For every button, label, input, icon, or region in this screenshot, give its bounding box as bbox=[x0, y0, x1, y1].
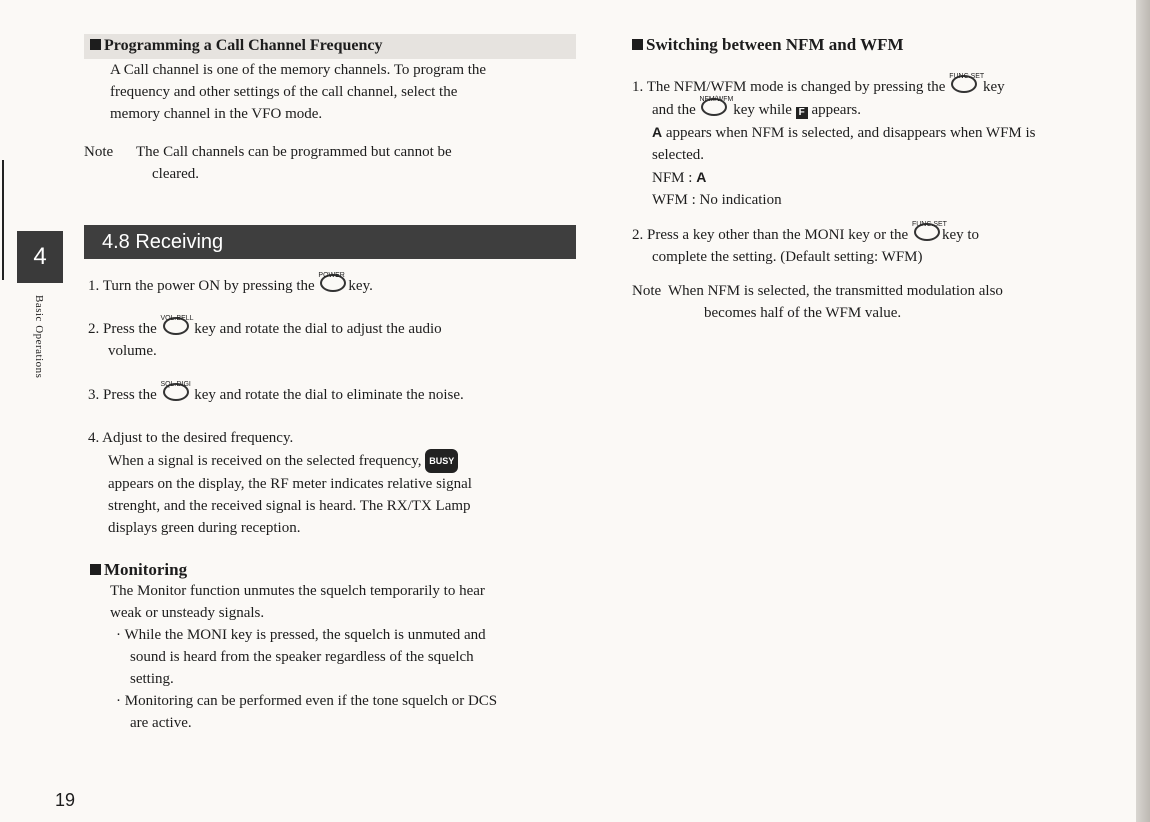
am-indicator-icon: A bbox=[652, 124, 663, 140]
prog-line: frequency and other settings of the call channel, select the bbox=[110, 84, 458, 100]
mon-bullet: · While the MONI key is pressed, the squelch is unmuted and bbox=[116, 627, 486, 643]
prog-line: A Call channel is one of the memory channels. To program the bbox=[110, 62, 487, 78]
sw-step-1-line: and the NFM/WFM key while F appears. bbox=[652, 96, 862, 118]
note-line: When NFM is selected, the transmitted modulation also bbox=[668, 283, 1003, 299]
step-1: 1. Turn the power ON by pressing the POWER key. bbox=[88, 272, 373, 294]
square-bullet-icon bbox=[632, 39, 643, 50]
call-channel-section bbox=[84, 34, 576, 185]
busy-indicator-icon: BUSY bbox=[425, 449, 458, 473]
mon-bullet-cont: are active. bbox=[130, 715, 192, 731]
sw-step-1-line: A appears when NFM is selected, and disappears when WFM is bbox=[652, 124, 1036, 141]
monitoring-heading: Monitoring bbox=[90, 560, 580, 580]
squelch-key-icon: SQL.DIGI bbox=[163, 383, 189, 401]
step-3: 3. Press the SQL.DIGI key and rotate the dial to eliminate the noise. bbox=[88, 381, 464, 403]
step-4-line: When a signal is received on the selected frequency, BUSY bbox=[108, 449, 578, 473]
sw-step-1: 1. The NFM/WFM mode is changed by pressing the FUNC.SET key bbox=[632, 73, 1005, 95]
note-label: Note bbox=[84, 144, 114, 160]
step-4: 4. Adjust to the desired frequency. bbox=[88, 430, 294, 446]
receiving-steps bbox=[88, 270, 578, 539]
step-2-cont: volume. bbox=[108, 343, 157, 359]
page-number: 19 bbox=[55, 790, 76, 810]
sw-step-2: 2. Press a key other than the MONI key or the FUNC.SET key to bbox=[632, 221, 980, 243]
sw-step-1-line: selected. bbox=[652, 147, 705, 163]
nfm-note bbox=[632, 280, 1132, 324]
chapter-tab: 4 bbox=[17, 231, 63, 283]
func-key-icon: FUNC.SET bbox=[951, 75, 977, 93]
sw-heading: Switching between NFM and WFM bbox=[632, 35, 1132, 55]
am-indicator-icon: A bbox=[696, 169, 707, 185]
wfm-row: WFM : No indication bbox=[652, 192, 782, 208]
step-4-line: appears on the display, the RF meter indicates relative signal bbox=[108, 476, 472, 492]
call-note bbox=[84, 141, 576, 185]
nfm-row: NFM : A bbox=[652, 169, 707, 186]
mon-line: weak or unsteady signals. bbox=[110, 605, 265, 621]
volume-key-icon: VOL.BELL bbox=[163, 317, 189, 335]
monitoring-section bbox=[90, 560, 580, 734]
sw-step-2-cont: complete the setting. (Default setting: WFM) bbox=[652, 249, 923, 265]
note-line: cleared. bbox=[152, 166, 200, 182]
note-label: Note bbox=[632, 283, 662, 299]
mon-bullet-cont: setting. bbox=[130, 671, 174, 687]
mon-bullet-cont: sound is heard from the speaker regardless of the squelch bbox=[130, 649, 474, 665]
step-4-line: displays green during reception. bbox=[108, 520, 301, 536]
func-key-icon: FUNC.SET bbox=[914, 223, 940, 241]
square-bullet-icon bbox=[90, 564, 101, 575]
section-title-receiving: 4.8 Receiving bbox=[84, 225, 576, 259]
mon-line: The Monitor function unmutes the squelch temporarily to hear bbox=[110, 583, 485, 599]
nfm-wfm-key-icon: NFM/WFM bbox=[701, 98, 727, 116]
chapter-title-vertical: Basic Operations bbox=[33, 295, 45, 379]
note-line: becomes half of the WFM value. bbox=[704, 305, 902, 321]
note-line: The Call channels can be programmed but cannot be bbox=[136, 144, 452, 160]
function-indicator-icon: F bbox=[796, 107, 808, 119]
prog-heading: Programming a Call Channel Frequency bbox=[84, 34, 576, 59]
chapter-edge-line bbox=[2, 160, 4, 280]
step-2: 2. Press the VOL.BELL key and rotate the dial to adjust the audio bbox=[88, 315, 442, 337]
square-bullet-icon bbox=[90, 39, 101, 50]
step-4-line: strenght, and the received signal is heard. The RX/TX Lamp bbox=[108, 498, 471, 514]
nfm-wfm-section bbox=[632, 35, 1132, 324]
prog-line: memory channel in the VFO mode. bbox=[110, 106, 323, 122]
mon-bullet: · Monitoring can be performed even if the tone squelch or DCS bbox=[116, 693, 498, 709]
page-edge-shadow bbox=[1136, 0, 1150, 822]
power-key-icon: POWER bbox=[320, 274, 346, 292]
